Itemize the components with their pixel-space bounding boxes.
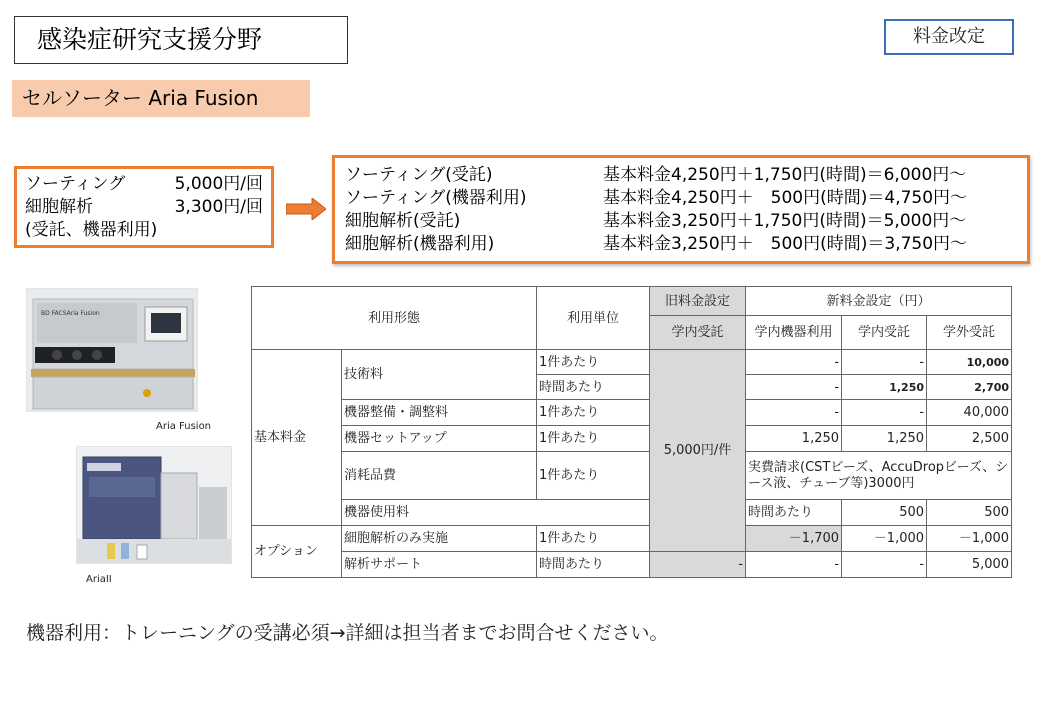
cell-value: - bbox=[746, 350, 842, 375]
old-pricing-label: 細胞解析 bbox=[25, 197, 93, 217]
fee-table bbox=[251, 286, 1012, 578]
new-pricing-row bbox=[345, 233, 1017, 256]
cell-value: - bbox=[842, 400, 927, 426]
cell-value: －1,000 bbox=[927, 526, 1012, 552]
aria-fusion-photo bbox=[26, 288, 198, 412]
header-old-internal: 学内受託 bbox=[650, 316, 746, 350]
table-row bbox=[252, 552, 1012, 578]
old-pricing-row-sorting bbox=[25, 173, 263, 196]
table-row bbox=[252, 350, 1012, 375]
row-unit: 時間あたり bbox=[537, 375, 650, 400]
cell-value: 500 bbox=[842, 500, 927, 526]
aria-ii-caption: AriaII bbox=[86, 574, 112, 585]
cell-value-old: - bbox=[650, 552, 746, 578]
old-pricing-note: (受託、機器利用) bbox=[25, 220, 158, 240]
cell-value: - bbox=[746, 552, 842, 578]
header-unit: 利用単位 bbox=[537, 287, 650, 350]
cell-value: 2,500 bbox=[927, 426, 1012, 452]
row-label-usage-fee: 機器使用料 bbox=[342, 500, 650, 526]
row-unit: 1件あたり bbox=[537, 452, 650, 500]
row-unit: 1件あたり bbox=[537, 400, 650, 426]
cell-value: - bbox=[746, 375, 842, 400]
new-pricing-label: ソーティング(受託) bbox=[345, 165, 493, 185]
header-internal-equipment: 学内機器利用 bbox=[746, 316, 842, 350]
new-pricing-box bbox=[332, 155, 1030, 264]
old-pricing-price: 5,000円/回 bbox=[174, 174, 263, 194]
aria-fusion-caption: Aria Fusion bbox=[156, 421, 212, 432]
footer-note: 機器利用：トレーニングの受講必須→詳細は担当者までお問合せください。 bbox=[26, 622, 669, 644]
row-label-maintenance: 機器整備・調整料 bbox=[342, 400, 537, 426]
cell-value: 40,000 bbox=[927, 400, 1012, 426]
cell-value: 10,000 bbox=[927, 350, 1012, 375]
header-external-contract: 学外受託 bbox=[927, 316, 1012, 350]
old-pricing-label: ソーティング bbox=[25, 174, 126, 194]
aria-ii-illustration bbox=[77, 447, 232, 564]
table-row bbox=[252, 526, 1012, 552]
new-pricing-row bbox=[345, 187, 1017, 210]
cell-value: 1,250 bbox=[842, 375, 927, 400]
row-label-setup: 機器セットアップ bbox=[342, 426, 537, 452]
new-pricing-label: 細胞解析(受託) bbox=[345, 211, 461, 231]
new-pricing-formula: 基本料金3,250円＋1,750円(時間)＝5,000円～ bbox=[603, 211, 967, 231]
table-row bbox=[252, 452, 1012, 500]
cell-value: 2,700 bbox=[927, 375, 1012, 400]
header-new-pricing: 新料金設定（円） bbox=[746, 287, 1012, 316]
old-pricing-row-analysis bbox=[25, 196, 263, 219]
cell-value: 1,250 bbox=[746, 426, 842, 452]
new-pricing-row bbox=[345, 164, 1017, 187]
table-row bbox=[252, 400, 1012, 426]
section-subtitle: セルソーター Aria Fusion bbox=[12, 80, 310, 117]
row-label-analysis-support: 解析サポート bbox=[342, 552, 537, 578]
right-arrow-icon bbox=[286, 198, 326, 220]
row-unit: 1件あたり bbox=[537, 526, 650, 552]
header-internal-contract: 学内受託 bbox=[842, 316, 927, 350]
cell-value: - bbox=[746, 400, 842, 426]
header-old-pricing: 旧料金設定 bbox=[650, 287, 746, 316]
cell-value: －1,000 bbox=[842, 526, 927, 552]
row-unit: 1件あたり bbox=[537, 426, 650, 452]
consumables-note: 実費請求(CSTビーズ、AccuDropビーズ、シース液、チューブ等)3000円 bbox=[746, 452, 1012, 500]
price-revision-badge: 料金改定 bbox=[884, 19, 1014, 55]
old-pricing-price: 3,300円/回 bbox=[174, 197, 263, 217]
new-pricing-label: 細胞解析(機器利用) bbox=[345, 234, 495, 254]
new-pricing-formula: 基本料金4,250円＋1,750円(時間)＝6,000円～ bbox=[603, 165, 967, 185]
new-pricing-formula: 基本料金4,250円＋ 500円(時間)＝4,750円～ bbox=[603, 188, 968, 208]
old-price-merged: 5,000円/件 bbox=[650, 350, 746, 552]
row-group-option: オプション bbox=[252, 526, 342, 578]
cell-value: 5,000 bbox=[927, 552, 1012, 578]
new-pricing-label: ソーティング(機器利用) bbox=[345, 188, 527, 208]
cell-value: - bbox=[842, 350, 927, 375]
row-unit: 時間あたり bbox=[537, 552, 650, 578]
old-pricing-box bbox=[14, 166, 274, 248]
row-label-consumables: 消耗品費 bbox=[342, 452, 537, 500]
row-label-tech-fee: 技術料 bbox=[342, 350, 537, 400]
cell-value: 500 bbox=[927, 500, 1012, 526]
instrument-label: BD FACSAria Fusion bbox=[41, 310, 100, 317]
table-row bbox=[252, 500, 1012, 526]
cell-value: 1,250 bbox=[842, 426, 927, 452]
cell-value-old: －1,700 bbox=[746, 526, 842, 552]
aria-ii-photo bbox=[76, 446, 232, 564]
cell-value: - bbox=[842, 552, 927, 578]
row-unit: 1件あたり bbox=[537, 350, 650, 375]
row-label-analysis-only: 細胞解析のみ実施 bbox=[342, 526, 537, 552]
row-unit: 時間あたり bbox=[746, 500, 842, 526]
new-pricing-formula: 基本料金3,250円＋ 500円(時間)＝3,750円～ bbox=[603, 234, 968, 254]
row-group-basic-fee: 基本料金 bbox=[252, 350, 342, 526]
table-row bbox=[252, 426, 1012, 452]
aria-fusion-illustration bbox=[27, 289, 198, 412]
table-header-row bbox=[252, 287, 1012, 316]
header-usage: 利用形態 bbox=[252, 287, 537, 350]
new-pricing-row bbox=[345, 210, 1017, 233]
page-title: 感染症研究支援分野 bbox=[14, 16, 348, 64]
